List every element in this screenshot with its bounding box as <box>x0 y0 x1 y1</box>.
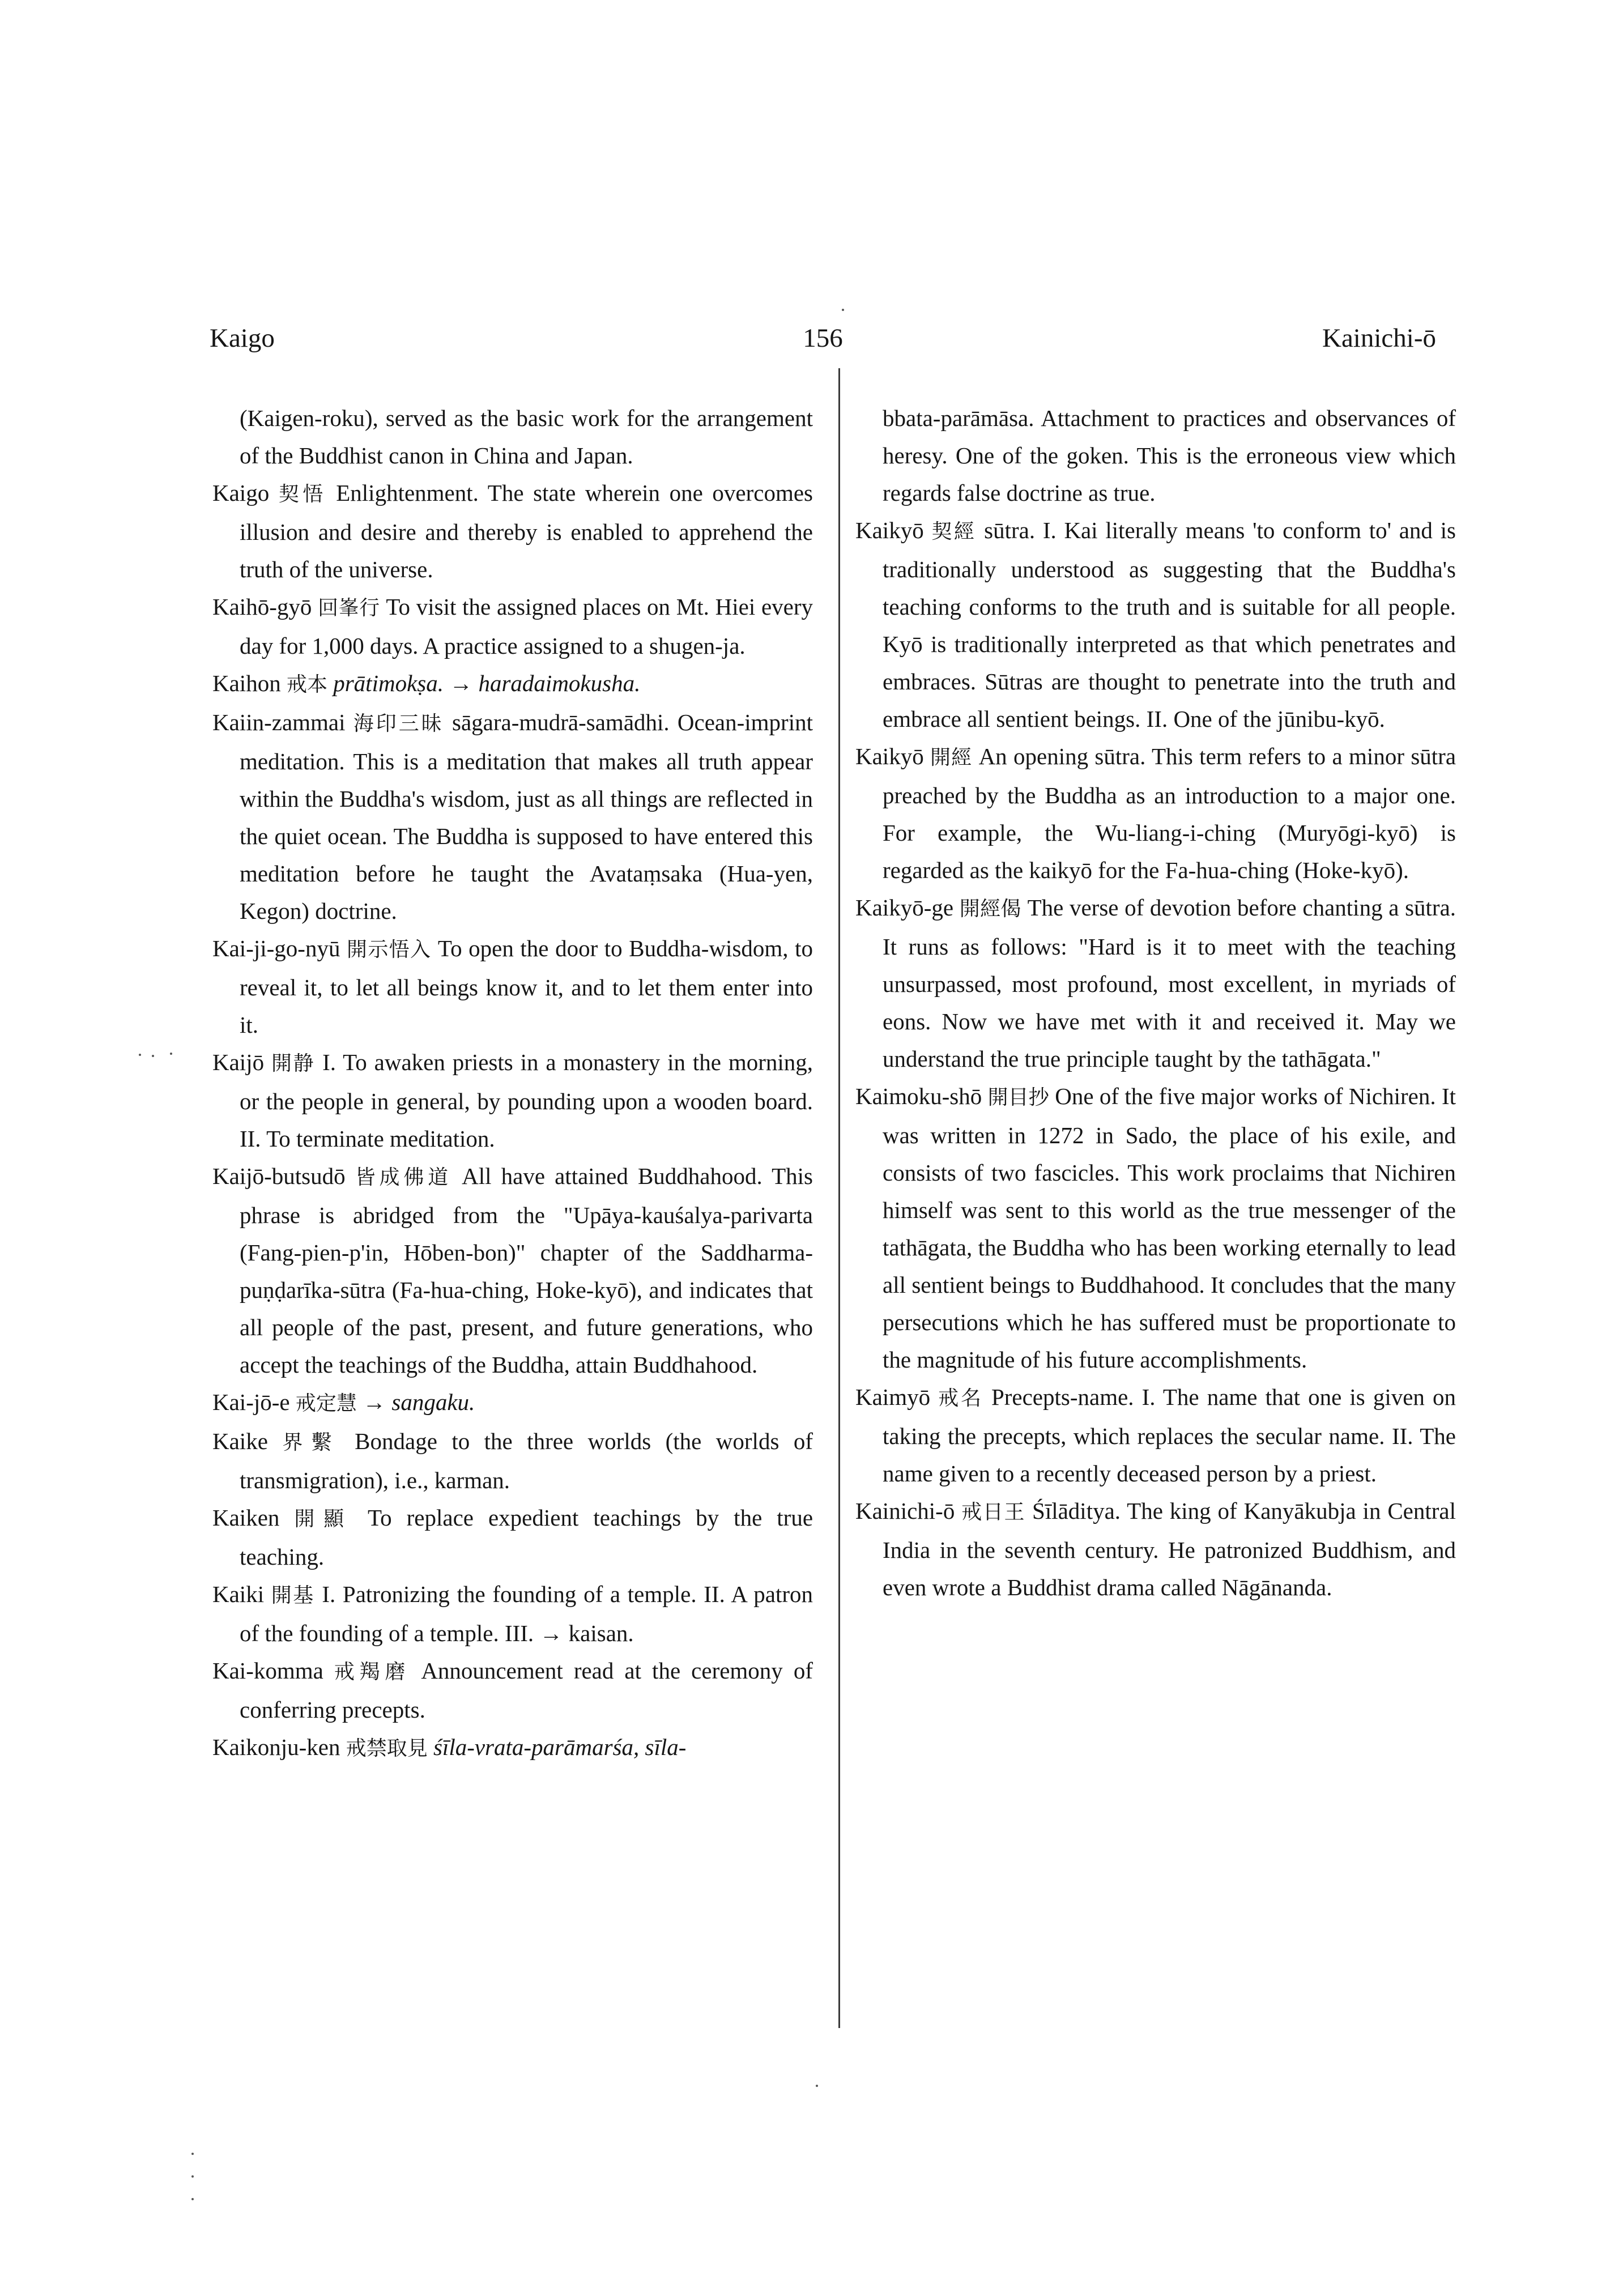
headword: Kaikyō <box>855 743 924 769</box>
kanji: 戒禁取見 <box>346 1737 428 1760</box>
headword: Kaikyō <box>855 517 924 543</box>
definition: I. To awaken priests in a monastery in the morning, or the people in general, by pounding upon a wooden board. II. To terminate meditation. <box>240 1049 813 1152</box>
kanji: 開經偈 <box>959 897 1021 921</box>
kanji: 開目抄 <box>987 1086 1049 1109</box>
speck <box>191 2175 194 2178</box>
kanji: 戒日王 <box>961 1501 1026 1524</box>
entry-kaikyo-opening <box>855 738 1456 889</box>
entry-kaimoku-sho <box>855 1077 1456 1378</box>
definition: śīla-vrata-parāmarśa, sīla- <box>433 1734 687 1760</box>
speck <box>170 1053 172 1055</box>
kanji: 皆成佛道 <box>355 1166 453 1189</box>
definition: Announcement read at the ceremony of conferring precepts. <box>240 1658 813 1723</box>
continued-entry-text: bbata-parāmāsa. Attachment to practices and observances of heresy. One of the goken. This is the erroneous view which regards false doctrine as true. <box>883 405 1456 506</box>
headword: Kaiken <box>212 1505 280 1531</box>
entry-kaikyo-ge <box>855 889 1456 1077</box>
speck <box>191 2153 194 2155</box>
speck <box>139 1054 141 1056</box>
definition: Enlightenment. The state wherein one overcomes illusion and desire and thereby is enabled to apprehend the truth of the universe. <box>240 480 813 582</box>
definition: All have attained Buddhahood. This phrase is abridged from the "Upāya-kauśalya-parivarta (Fang-pien-p'in, Hōben-bon)" chapter of the Saddharma-puṇḍarīka-sūtra (Fa-hua-ching, Hoke-kyō), and indicates that all people of the past, present, and future generations, who accept the teachings of the Buddha, attain Buddhahood. <box>240 1163 813 1378</box>
kanji: 海印三昧 <box>353 712 444 735</box>
entry-kaikonju-ken <box>212 1728 813 1767</box>
definition: To open the door to Buddha-wisdom, to reveal it, to let all beings know it, and to let them enter into it. <box>240 935 813 1038</box>
entry-kaiin-zammai <box>212 704 813 930</box>
headword: Kaijō-butsudō <box>212 1163 346 1189</box>
entry-kaiho-gyo <box>212 588 813 664</box>
speck <box>152 1055 154 1057</box>
continued-entry-text: (Kaigen-roku), served as the basic work for the arrangement of the Buddhist canon in China and Japan. <box>240 405 813 468</box>
headword: Kaiki <box>212 1581 265 1607</box>
speck <box>191 2198 194 2200</box>
headword: Kaiin-zammai <box>212 709 346 735</box>
kanji: 戒本 <box>286 673 327 696</box>
definition: sūtra. I. Kai literally means 'to conform to' and is traditionally understood as suggesting that the Buddha's teaching conforms to the truth and is suitable for all people. Kyō is traditionally interpreted as that which penetrates and embraces. Sūtras are thought to penetrate into the truth and embrace all sentient beings. II. One of the jūnibu-kyō. <box>883 517 1456 732</box>
definition: Śīlāditya. The king of Kanyākubja in Central India in the seventh century. He patronized Buddhism, and even wrote a Buddhist drama called Nāgānanda. <box>883 1498 1456 1600</box>
entry-kainichi-o <box>855 1492 1456 1606</box>
headword: Kaimoku-shō <box>855 1083 982 1109</box>
entry-kaimyo <box>855 1378 1456 1492</box>
running-header <box>210 323 1436 363</box>
headword: Kaimyō <box>855 1384 931 1410</box>
entry-kaijo-butsudo <box>212 1157 813 1383</box>
kanji: 回峯行 <box>318 597 380 620</box>
kanji: 開顯 <box>294 1507 353 1531</box>
speck <box>842 309 844 311</box>
headword: Kaike <box>212 1428 268 1454</box>
entry-kaigo <box>212 474 813 588</box>
entry-kai-jo-e <box>212 1383 813 1422</box>
speck <box>816 2085 818 2087</box>
kanji: 開示悟入 <box>347 938 432 961</box>
kanji: 開静 <box>271 1052 316 1075</box>
definition: An opening sūtra. This term refers to a minor sūtra preached by the Buddha as an introduction to a major one. For example, the Wu-liang-i-ching (Muryōgi-kyō) is regarded as the kaikyō for the Fa-hua-ching (Hoke-kyō). <box>883 743 1456 883</box>
kanji: 戒定慧 <box>295 1392 357 1415</box>
left-column <box>212 399 813 1767</box>
entry-kaikyo-sutra <box>855 512 1456 738</box>
headword: Kaihō-gyō <box>212 594 312 620</box>
kanji: 開經 <box>930 746 973 769</box>
entry-kaiki <box>212 1575 813 1652</box>
kanji: 開基 <box>271 1584 315 1607</box>
entry-kaiken <box>212 1499 813 1575</box>
header-first-entry: Kaigo <box>210 323 275 353</box>
headword: Kainichi-ō <box>855 1498 955 1524</box>
header-last-entry: Kainichi-ō <box>1322 323 1436 353</box>
entry-kaihon <box>212 664 813 704</box>
entry-kaijo <box>212 1043 813 1157</box>
kanji: 契經 <box>931 520 977 543</box>
headword: Kaigo <box>212 480 270 506</box>
entry-kai-ji-go-nyu <box>212 930 813 1043</box>
definition: To replace expedient teachings by the true teaching. <box>240 1505 813 1570</box>
headword: Kai-komma <box>212 1658 323 1684</box>
kanji: 戒名 <box>938 1387 983 1410</box>
definition: One of the five major works of Nichiren. It was written in 1272 in Sado, the place of his exile, and consists of two fascicles. This work proclaims that Nichiren himself was sent to this world as the true messenger of the tathāgata, the Buddha who has been working eternally to lead all sentient beings to Buddhahood. It concludes that the many persecutions which he has suffered must be proportionate to the magnitude of his future accomplishments. <box>883 1083 1456 1373</box>
definition: sāgara-mudrā-samādhi. Ocean-imprint meditation. This is a meditation that makes all truth appear within the Buddha's wisdom, just as all things are reflected in the quiet ocean. The Buddha is supposed to have entered this meditation before he taught the Avataṃsaka (Hua-yen, Kegon) doctrine. <box>240 709 813 924</box>
definition: Precepts-name. I. The name that one is given on taking the precepts, which replaces the secular name. II. The name given to a recently deceased person by a priest. <box>883 1384 1456 1486</box>
page-number: 156 <box>803 323 843 353</box>
right-column <box>855 399 1456 1606</box>
definition: prātimokṣa. → haradaimokusha. <box>333 670 641 696</box>
headword: Kai-ji-go-nyū <box>212 935 340 961</box>
headword: Kaikonju-ken <box>212 1734 340 1760</box>
definition: → sangaku. <box>363 1389 475 1415</box>
column-divider <box>838 368 840 2028</box>
entry-kaike <box>212 1422 813 1499</box>
entry-kai-komma <box>212 1652 813 1728</box>
headword: Kai-jō-e <box>212 1389 290 1415</box>
headword: Kaikyō-ge <box>855 894 954 921</box>
definition: Bondage to the three worlds (the worlds of transmigration), i.e., karman. <box>240 1428 813 1493</box>
headword: Kaihon <box>212 670 281 696</box>
kanji: 界繫 <box>282 1431 340 1454</box>
definition: To visit the assigned places on Mt. Hiei every day for 1,000 days. A practice assigned to a shugen-ja. <box>240 594 813 659</box>
definition: I. Patronizing the founding of a temple. II. A patron of the founding of a temple. III. → kaisan. <box>240 1581 813 1646</box>
headword: Kaijō <box>212 1049 265 1075</box>
kanji: 契悟 <box>278 483 327 506</box>
definition: The verse of devotion before chanting a sūtra. It runs as follows: "Hard is it to meet with the teaching unsurpassed, most profound, most excellent, in myriads of eons. Now we have met with it and received it. May we understand the true principle taught by the tathāgata." <box>883 894 1456 1072</box>
kanji: 戒羯磨 <box>334 1660 411 1684</box>
